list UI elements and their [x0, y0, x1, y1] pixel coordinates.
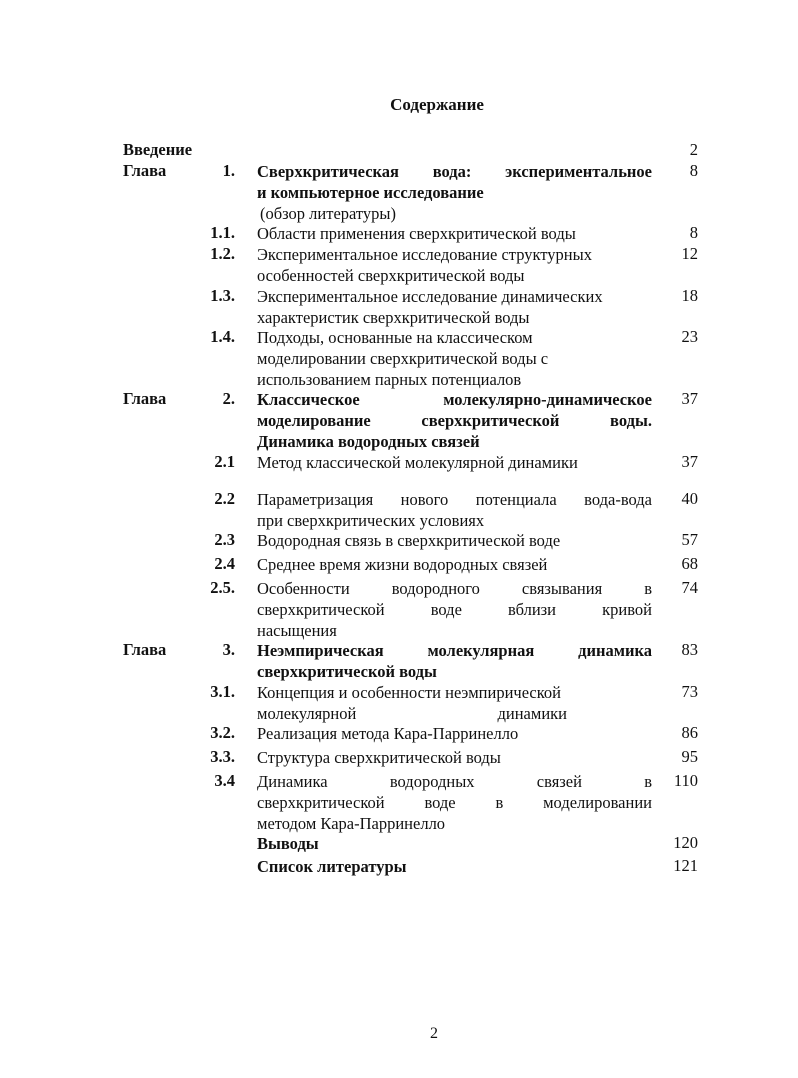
toc-title [257, 530, 652, 551]
toc-number: 2.1 [214, 452, 235, 471]
toc-number: 1.3. [210, 286, 235, 305]
toc-number: 2.3 [214, 530, 235, 549]
toc-title-line: Водородная связь в сверхкритической воде [257, 531, 561, 550]
toc-title [257, 833, 652, 854]
toc-page: 120 [673, 833, 698, 852]
toc-title [257, 682, 652, 724]
toc-title [257, 578, 652, 641]
toc-title [257, 723, 652, 744]
toc-title [257, 771, 652, 834]
toc-title [257, 327, 652, 390]
toc-page: 40 [681, 489, 698, 508]
toc-title-line: методом Кара-Парринелло [257, 814, 446, 833]
toc-number: 1.2. [210, 244, 235, 263]
toc-title-line: Параметризация нового потенциала вода-вода [257, 490, 652, 509]
toc-title-line: молекулярной динамики [257, 704, 567, 723]
toc-number: 2.2 [214, 489, 235, 508]
toc-title-line: Среднее время жизни водородных связей [257, 555, 548, 574]
toc-title-line: (обзор литературы) [260, 204, 397, 223]
toc-title-line: Неэмпирическая молекулярная динамика [257, 641, 652, 660]
toc-title [257, 389, 652, 452]
toc-page: 73 [681, 682, 698, 701]
toc-number: 3.2. [210, 723, 235, 742]
toc-label: Глава [123, 161, 167, 180]
toc-title-line: сверхкритической воды [257, 662, 437, 681]
toc-page: 57 [681, 530, 698, 549]
toc-title [257, 856, 652, 877]
toc-label: Введение [123, 140, 193, 159]
toc-page: 95 [681, 747, 698, 766]
toc-page: 68 [681, 554, 698, 573]
toc-page: 18 [681, 286, 698, 305]
toc-title-line: сверхкритической воде вблизи кривой [257, 600, 652, 619]
toc-page: 37 [681, 389, 698, 408]
toc-title-line: Метод классической молекулярной динамики [257, 453, 578, 472]
toc-title-line: моделировании сверхкритической воды с [257, 349, 549, 368]
toc-title-line: особенностей сверхкритической воды [257, 266, 525, 285]
toc-page: 8 [689, 161, 698, 180]
toc-page: 74 [681, 578, 698, 597]
toc-title-line: Подходы, основанные на классическом [257, 328, 533, 347]
toc-page: 86 [681, 723, 698, 742]
toc-page: 8 [689, 223, 698, 242]
toc-page: 2 [689, 140, 698, 159]
toc-title-line: сверхкритической воде в моделировании [257, 793, 652, 812]
toc-title [257, 747, 652, 768]
page-number: 2 [430, 1025, 438, 1042]
toc-title [257, 286, 652, 328]
toc-page: 110 [673, 771, 698, 790]
toc-title-line: и компьютерное исследование [257, 183, 484, 202]
toc-title-line: Структура сверхкритической воды [257, 748, 501, 767]
toc-number: 2.4 [214, 554, 235, 573]
toc-title-line: Сверхкритическая вода: экспериментальное [257, 162, 652, 181]
toc-label: Глава [123, 640, 167, 659]
toc-title-line: использованием парных потенциалов [257, 370, 522, 389]
toc-page: 23 [681, 327, 698, 346]
toc-title-line: Выводы [257, 834, 319, 853]
page-title: Содержание [390, 95, 484, 114]
toc-title-line: Список литературы [257, 857, 407, 876]
toc-title [257, 640, 652, 682]
toc-title-line: Концепция и особенности неэмпирической [257, 683, 562, 702]
toc-number: 3.3. [210, 747, 235, 766]
toc-title [257, 452, 652, 473]
toc-title [257, 161, 652, 224]
toc-title-line: Классическое молекулярно-динамическое [257, 390, 652, 409]
toc-number: 1.4. [210, 327, 235, 346]
toc-page: 12 [681, 244, 698, 263]
toc-number: 3. [222, 640, 235, 659]
toc-number: 2.5. [210, 578, 235, 597]
toc-number: 1. [222, 161, 235, 180]
toc-title [257, 223, 652, 244]
toc-title-line: Динамика водородных связей [257, 432, 480, 451]
toc-title-line: Экспериментальное исследование структурных [257, 245, 592, 264]
toc-title-line: характеристик сверхкритической воды [257, 308, 530, 327]
toc-title-line: насыщения [257, 621, 337, 640]
toc-title-line: при сверхкритических условиях [257, 511, 485, 530]
toc-title [257, 244, 652, 286]
toc-number: 1.1. [210, 223, 235, 242]
toc-page: 83 [681, 640, 698, 659]
toc-page: 37 [681, 452, 698, 471]
toc-label: Глава [123, 389, 167, 408]
toc-number: 3.4 [214, 771, 235, 790]
toc-title-line: моделирование сверхкритической воды. [257, 411, 652, 430]
toc-title-line: Динамика водородных связей в [257, 772, 652, 791]
toc-title [257, 554, 652, 575]
toc-title-line: Экспериментальное исследование динамических [257, 287, 603, 306]
toc-page: 121 [673, 856, 698, 875]
toc-title-line: Реализация метода Кара-Парринелло [257, 724, 519, 743]
toc-title [257, 489, 652, 531]
toc-title-line: Особенности водородного связывания в [257, 579, 652, 598]
toc-number: 3.1. [210, 682, 235, 701]
toc-number: 2. [222, 389, 235, 408]
toc-title-line: Области применения сверхкритической воды [257, 224, 576, 243]
